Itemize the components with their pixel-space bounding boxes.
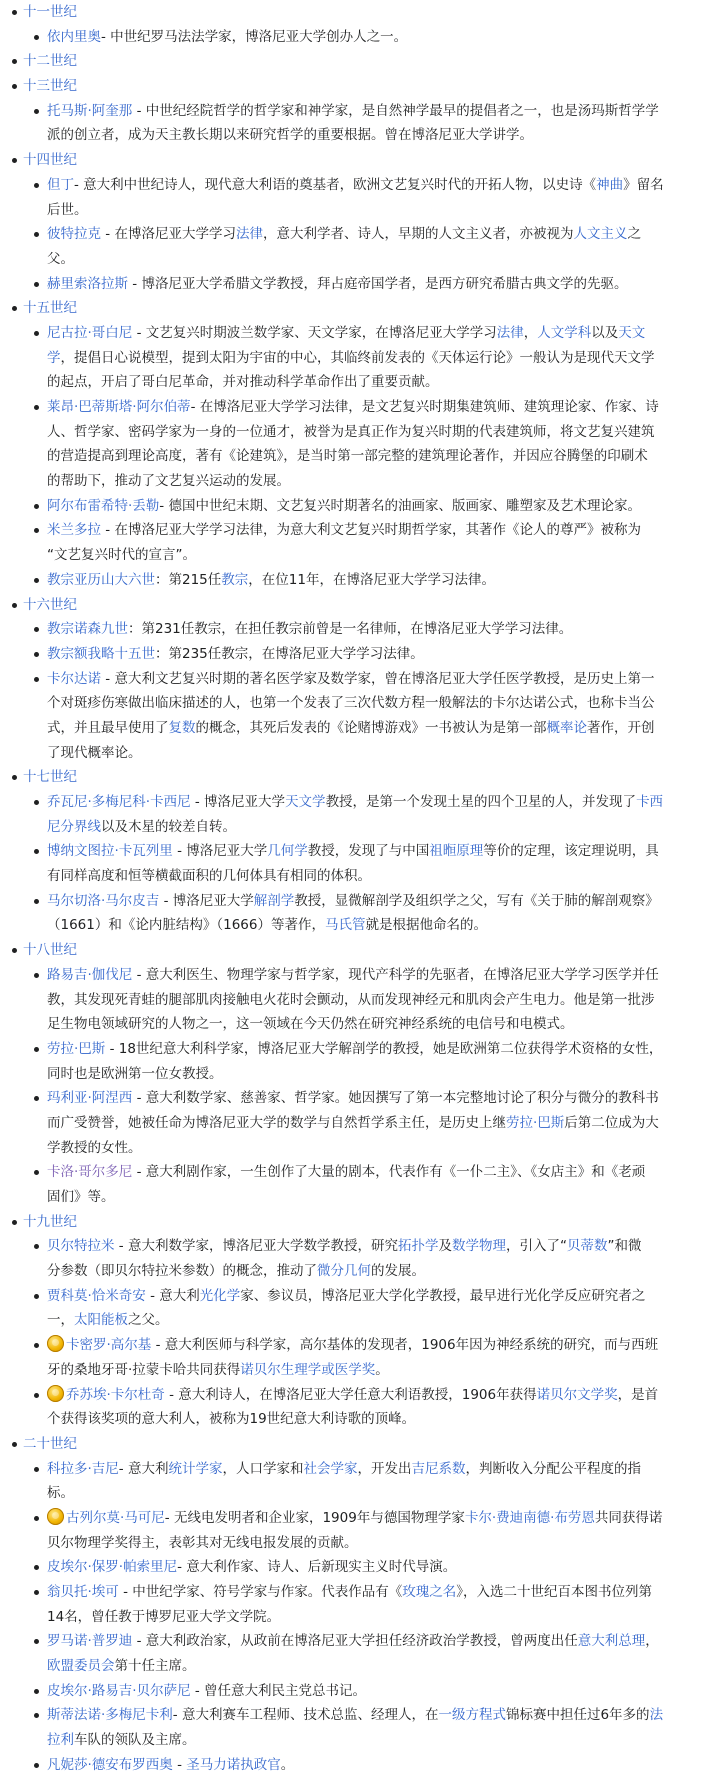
entry-text: 后第二位成为大 [564, 1114, 659, 1131]
entry-line [47, 741, 721, 766]
entry-line [47, 469, 721, 494]
entry-line [47, 1703, 721, 1728]
wiki-link[interactable]: 尼分界线 [47, 818, 101, 835]
list-item [34, 1086, 721, 1160]
entry-text: - 在博洛尼亚大学学习法律，为意大利文艺复兴时期哲学家，其著作《论人的尊严》被称为 [101, 522, 641, 539]
entry-text: 著作，开创 [587, 719, 655, 736]
entry-text: ，是首 [617, 1386, 659, 1403]
wiki-link[interactable]: 贝尔特拉米 [47, 1238, 115, 1255]
entry-line [47, 1062, 721, 1087]
wiki-link[interactable]: 法律 [496, 324, 524, 341]
wiki-link[interactable]: 教宗额我略十五世 [47, 645, 155, 662]
entry-line [47, 568, 721, 593]
list-item [34, 642, 721, 667]
list-item [34, 99, 721, 148]
century-heading-link[interactable]: 十四世纪 [12, 148, 721, 173]
entry-text: - 意大利作家、诗人、后新现实主义时代导演。 [177, 1559, 457, 1576]
century-heading-link[interactable]: 十三世纪 [12, 74, 721, 99]
list-item [34, 1037, 721, 1086]
list-item [34, 222, 721, 271]
list-item [34, 1383, 721, 1432]
wiki-link[interactable]: 学 [47, 349, 61, 366]
wiki-link[interactable]: 概率论 [546, 719, 587, 736]
entry-line [47, 1308, 721, 1333]
entry-text: ，人口学家和 [222, 1460, 304, 1477]
entry-text: - 曾任意大利民主党总书记。 [190, 1682, 367, 1699]
entry-text: - 博洛尼亚大学 [190, 794, 286, 810]
century-section [12, 1432, 721, 1778]
entry-text: ，引入了“ [505, 1238, 567, 1255]
entry-line [47, 518, 721, 543]
wiki-link[interactable]: 劳拉·巴斯 [47, 1040, 106, 1057]
entry-line [47, 1654, 721, 1679]
entry-line [47, 1605, 721, 1630]
wiki-link[interactable]: 诺贝尔文学奖 [536, 1386, 618, 1403]
entry-text: - 博洛尼亚大学 [159, 892, 254, 909]
wiki-link[interactable]: 托马斯·阿奎那 [47, 102, 133, 119]
entry-line [47, 864, 721, 889]
entry-line [47, 1679, 721, 1704]
entry-text: 了现代概率论。 [47, 744, 142, 761]
entry-text: - 中世纪学家、符号学家与作家。代表作品有《 [118, 1584, 403, 1600]
entry-text: 教授，是第一个发现土星的四个卫星的人，并发现了 [325, 794, 637, 810]
wiki-link[interactable]: 卡洛·哥尔多尼 [47, 1164, 133, 1181]
entry-text: - 意大利剧作家，一生创作了大量的剧本，代表作有《一仆二主》、《女店主》和《老顽 [132, 1164, 646, 1181]
list-item [34, 395, 721, 494]
century-section [12, 765, 721, 938]
entry-line [47, 444, 721, 469]
entry-line [47, 1407, 721, 1432]
entry-line [47, 1037, 721, 1062]
nobel-medal-icon [47, 1335, 64, 1352]
entry-text: 个对斑疹伤寒做出临床描述的人，也第一个发表了三次代数方程一般解法的卡尔达诺公式，也称卡当公 [47, 695, 655, 712]
entry-text: 共同获得诺 [594, 1509, 663, 1526]
entry-list [12, 25, 721, 50]
entry-line [47, 815, 721, 840]
entry-text: 就是根据他命名的。 [365, 917, 487, 934]
entry-line [47, 272, 721, 297]
entry-text: 的概念，其死后发表的《论赌博游戏》一书被认为是第一部 [195, 719, 547, 736]
entry-line [47, 913, 721, 938]
entry-line [47, 321, 721, 346]
entry-line [47, 1555, 721, 1580]
entry-text: - 18世纪意大利科学家，博洛尼亚大学解剖学的教授，她是欧洲第二位获得学术资格的女性， [105, 1040, 663, 1057]
entry-text: 有同样高度和恒等横截面积的几何体具有相同的体积。 [47, 868, 371, 885]
entry-line [47, 494, 721, 519]
wiki-link[interactable]: 神曲 [596, 176, 624, 193]
wiki-link[interactable]: 复数 [168, 719, 196, 736]
entry-text: 固们》等。 [47, 1189, 115, 1205]
wiki-link[interactable]: 解剖学 [253, 892, 295, 909]
entry-text: ，开发出 [357, 1460, 412, 1477]
entry-line [47, 247, 721, 272]
wiki-link[interactable]: 吉尼系数 [411, 1460, 466, 1477]
list-item [34, 173, 721, 222]
entry-text: 学教授的女性。 [47, 1139, 142, 1156]
entry-list [12, 790, 721, 938]
wiki-link[interactable]: 玫瑰之名 [402, 1584, 457, 1600]
entry-line [47, 1136, 721, 1161]
wiki-link[interactable]: 社会学家 [303, 1460, 358, 1477]
entry-text: - 在博洛尼亚大学学习法律，是文艺复兴时期集建筑师、建筑理论家、作家、诗 [190, 399, 659, 415]
entry-text: 个获得该奖项的意大利人，被称为19世纪意大利诗歌的顶峰。 [47, 1411, 416, 1428]
entry-text: 足生物电领域研究的人物之一，这一领域在今天仍然在研究神经系统的电信号和电模式。 [47, 1016, 574, 1033]
wiki-link[interactable]: 米兰多拉 [47, 522, 101, 539]
entry-text: - 博洛尼亚大学 [172, 843, 268, 860]
list-item [34, 1160, 721, 1209]
entry-text: 分参数（即贝尔特拉米参数）的概念，推动了 [47, 1263, 317, 1280]
entry-line [47, 1457, 721, 1482]
wiki-link[interactable]: 阿尔布雷希特·丢勒 [47, 497, 160, 514]
entry-line [47, 1012, 721, 1037]
wiki-link[interactable]: 斯蒂法诺·多梅尼卡利 [47, 1707, 173, 1724]
entry-text: ：第235任教宗，在博洛尼亚大学学习法律。 [155, 645, 424, 662]
entry-text: 及 [438, 1238, 452, 1255]
list-item [34, 839, 721, 888]
wiki-link[interactable]: 一级方程式 [438, 1707, 506, 1724]
century-section [12, 1210, 721, 1432]
list-item [34, 1234, 721, 1283]
entry-text: ， [523, 324, 538, 341]
wiki-link[interactable]: 赫里索洛拉斯 [47, 275, 128, 292]
entry-list [12, 1457, 721, 1778]
century-list [12, 0, 721, 1778]
entry-text: 父。 [47, 250, 74, 267]
entry-line [47, 667, 721, 692]
entry-list [12, 321, 721, 593]
entry-line [47, 963, 721, 988]
wiki-link[interactable]: 数学物理 [451, 1238, 506, 1255]
list-item [34, 667, 721, 766]
entry-text: - 文艺复兴时期波兰数学家、天文学家，在博洛尼亚大学学习 [132, 324, 497, 341]
entry-text: 教授，显微解剖学及组织学之父，写有《关于肺的解剖观察》 [294, 892, 659, 909]
nobel-medal-icon [47, 1385, 64, 1402]
entry-text: 而广受赞誉，她被任命为博洛尼亚大学的数学与自然哲学系主任，是历史上继 [47, 1114, 506, 1131]
entry-text: 牙的桑地牙哥·拉蒙卡哈共同获得 [47, 1361, 241, 1378]
entry-text: 标。 [47, 1485, 74, 1502]
entry-list [12, 173, 721, 296]
entry-text: ”和微 [607, 1238, 642, 1255]
entry-text: - 意大利医生、物理学家与哲学家，现代产科学的先驱者，在博洛尼亚大学学习医学并任 [132, 966, 659, 983]
entry-text: - 意大利 [118, 1460, 169, 1477]
entry-text: 式，并且最早使用了 [47, 719, 169, 736]
wiki-link[interactable]: 教宗亚历山大六世 [47, 571, 155, 588]
wiki-link[interactable]: 微分几何 [317, 1263, 371, 1280]
entry-text: 等价的定理，该定理说明，具 [483, 843, 659, 860]
entry-text: ，在位11年，在博洛尼亚大学学习法律。 [248, 571, 495, 588]
entry-text: 的起点，开启了哥白尼革命，并对推动科学革命作出了重要贡献。 [47, 374, 439, 391]
wiki-link[interactable]: 贾科莫·恰米奇安 [47, 1287, 146, 1304]
wiki-link[interactable]: 玛利亚·阿涅西 [47, 1090, 133, 1107]
entry-text: - 意大利赛车工程师、技术总监、经理人，在 [172, 1707, 439, 1724]
wiki-link[interactable]: 卡尔达诺 [47, 670, 101, 687]
wiki-link[interactable]: 拉利 [47, 1732, 74, 1749]
wiki-link[interactable]: 教宗诺森九世 [47, 621, 128, 638]
entry-text: - 意大利数学家，博洛尼亚大学数学教授，研究 [114, 1238, 398, 1255]
entry-line [47, 1333, 721, 1358]
list-item [34, 963, 721, 1037]
entry-line [47, 1160, 721, 1185]
century-section [12, 74, 721, 148]
wiki-link[interactable]: 博纳文图拉·卡瓦列里 [47, 843, 173, 860]
entry-line [47, 1629, 721, 1654]
wiki-link[interactable]: 莱昂·巴蒂斯塔·阿尔伯蒂 [47, 399, 191, 415]
wiki-link[interactable]: 法 [649, 1707, 664, 1724]
wiki-link[interactable]: 依内里奥 [47, 28, 101, 45]
entry-line [47, 1481, 721, 1506]
list-item [34, 1555, 721, 1580]
entry-text: - 意大利中世纪诗人，现代意大利语的奠基者，欧洲文艺复兴时代的开拓人物，以史诗《 [74, 176, 597, 193]
list-item [34, 494, 721, 519]
entry-list [12, 963, 721, 1210]
entry-line [47, 790, 721, 815]
entry-text: - 德国中世纪末期、文艺复兴时期著名的油画家、版画家、雕塑家及艺术理论家。 [159, 497, 641, 514]
entry-line [47, 173, 721, 198]
entry-text: ，提倡日心说模型，提到太阳为宇宙的中心，其临终前发表的《天体运行论》一般认为是现代天文学 [60, 349, 655, 366]
wiki-link[interactable]: 马尔切洛·马尔皮吉 [47, 892, 160, 909]
list-item [34, 790, 721, 839]
list-item [34, 617, 721, 642]
entry-text: ，判断收入分配公平程度的指 [465, 1460, 641, 1477]
entry-line [47, 395, 721, 420]
wiki-link[interactable]: 卡西 [636, 794, 664, 810]
entry-text: 人、哲学家、密码学家为一身的一位通才，被誉为是真正作为复兴时期的代表建筑师，将文艺复兴建筑 [47, 423, 655, 440]
entry-text: ， [645, 1633, 659, 1650]
entry-line [47, 1753, 721, 1778]
wiki-link[interactable]: 教宗 [221, 571, 249, 588]
wiki-link[interactable]: 诺贝尔生理学或医学奖 [240, 1361, 376, 1378]
entry-line [47, 123, 721, 148]
entry-text: ，意大利学者、诗人，早期的人文主义者，亦被视为 [262, 226, 574, 243]
entry-text: ：第231任教宗，在担任教宗前曾是一名律师，在博洛尼亚大学学习法律。 [128, 621, 573, 638]
entry-line [47, 1728, 721, 1753]
wiki-link[interactable]: 皮埃尔·保罗·帕索里尼 [47, 1559, 178, 1576]
century-section [12, 593, 721, 766]
entry-text: 贝尔物理学奖得主，表彰其对无线电报发展的贡献。 [47, 1534, 358, 1551]
nobel-medal-icon [47, 1508, 64, 1525]
entry-text: 》，入选二十世纪百本图书位列第 [456, 1584, 653, 1600]
entry-text: “文艺复兴时代的宣言”。 [47, 547, 196, 564]
entry-list [12, 1234, 721, 1432]
wiki-link[interactable]: 天文 [618, 324, 646, 341]
entry-line [47, 1358, 721, 1383]
century-heading-link[interactable]: 二十世纪 [12, 1432, 721, 1457]
wiki-link[interactable]: 乔瓦尼·多梅尼科·卡西尼 [47, 794, 191, 810]
entry-text: 车队的领队及主席。 [74, 1732, 196, 1749]
century-heading-link[interactable]: 十六世纪 [12, 593, 721, 618]
entry-text: ：第215任 [155, 571, 222, 588]
entry-text: - 博洛尼亚大学希腊文学教授，拜占庭帝国学者，是西方研究希腊古典文学的先驱。 [128, 275, 628, 292]
wiki-link[interactable]: 翁贝托·埃可 [47, 1584, 119, 1600]
entry-line [47, 988, 721, 1013]
century-heading-link[interactable]: 十八世纪 [12, 938, 721, 963]
entry-line [47, 99, 721, 124]
century-heading-link[interactable]: 十一世纪 [12, 0, 721, 25]
list-item [34, 1629, 721, 1678]
wiki-link[interactable]: 卡尔·费迪南德·布劳恩 [464, 1509, 595, 1526]
entry-text: （1661）和《论内脏结构》（1666）等著作， [47, 917, 325, 934]
list-item [34, 1333, 721, 1382]
entry-text: 之父。 [128, 1312, 169, 1329]
entry-line [47, 1259, 721, 1284]
wiki-link[interactable]: 意大利总理 [577, 1633, 646, 1650]
entry-list [12, 617, 721, 765]
wiki-link[interactable]: 太阳能板 [74, 1312, 128, 1329]
wiki-link[interactable]: 圣马力诺执政官 [186, 1756, 281, 1773]
wiki-link[interactable]: 路易吉·伽伐尼 [47, 966, 133, 983]
entry-line [47, 716, 721, 741]
wiki-link[interactable]: 拓扑学 [397, 1238, 439, 1255]
entry-text: 。 [280, 1756, 295, 1773]
entry-line [47, 889, 721, 914]
century-heading-link[interactable]: 十五世纪 [12, 296, 721, 321]
wiki-link[interactable]: 罗马诺·普罗迪 [47, 1633, 133, 1650]
list-item [34, 1703, 721, 1752]
century-section [12, 296, 721, 592]
entry-text: 后世。 [47, 201, 88, 218]
list-item [34, 1457, 721, 1506]
entry-line [47, 1284, 721, 1309]
list-item [34, 272, 721, 297]
list-item [34, 321, 721, 395]
entry-text: 14名，曾任教于博罗尼亚大学文学院。 [47, 1608, 281, 1625]
entry-line [47, 198, 721, 223]
entry-text: - 意大利数学家、慈善家、哲学家。她因撰写了第一本完整地讨论了积分与微分的教科书 [132, 1090, 659, 1107]
century-heading-link[interactable]: 十九世纪 [12, 1210, 721, 1235]
entry-text: 一， [47, 1312, 74, 1329]
entry-text: - 无线电发明者和企业家，1909年与德国物理学家 [164, 1509, 465, 1526]
wiki-link[interactable]: 科拉多·吉尼 [47, 1460, 119, 1477]
wiki-link[interactable]: 皮埃尔·路易吉·贝尔萨尼 [47, 1682, 191, 1699]
wiki-link[interactable]: 统计学家 [168, 1460, 223, 1477]
wiki-link[interactable]: 彼特拉克 [47, 226, 101, 243]
entry-text: - 意大利政治家，从政前在博洛尼亚大学担任经济政治学教授，曾两度出任 [132, 1633, 578, 1650]
wiki-link[interactable]: 古列尔莫·马可尼 [66, 1509, 165, 1526]
entry-line [47, 543, 721, 568]
list-item [34, 1679, 721, 1704]
entry-line [47, 691, 721, 716]
list-item [34, 518, 721, 567]
entry-line [47, 1234, 721, 1259]
wiki-link[interactable]: 贝蒂数 [566, 1238, 608, 1255]
entry-text: 锦标赛中担任过6年多的 [505, 1707, 650, 1724]
entry-line [47, 25, 721, 50]
list-item [34, 1753, 721, 1778]
entry-line [47, 222, 721, 247]
wiki-link[interactable]: 欧盟委员会 [47, 1658, 115, 1675]
wiki-link[interactable]: 法律 [235, 226, 263, 243]
entry-text: 第十任主席。 [114, 1658, 196, 1675]
century-section [12, 49, 721, 74]
entry-text: 的帮助下，推动了文艺复兴运动的发展。 [47, 473, 290, 490]
entry-text: - 意大利诗人，在博洛尼亚大学任意大利语教授，1906年获得 [164, 1386, 537, 1403]
entry-text: - 中世纪罗马法法学家，博洛尼亚大学创办人之一。 [101, 28, 408, 45]
wiki-link[interactable]: 乔苏埃·卡尔杜奇 [66, 1386, 165, 1403]
wiki-link[interactable]: 祖暅原理 [429, 843, 484, 860]
list-item [34, 568, 721, 593]
entry-text: 。 [375, 1361, 389, 1378]
list-item [34, 25, 721, 50]
list-item [34, 1506, 721, 1555]
entry-line [47, 1506, 721, 1531]
list-item [34, 889, 721, 938]
wiki-link[interactable]: 天文学 [285, 794, 326, 810]
entry-text: 的发展。 [371, 1263, 425, 1280]
entry-line [47, 1531, 721, 1556]
list-item [34, 1284, 721, 1333]
entry-line [47, 1185, 721, 1210]
entry-line [47, 839, 721, 864]
wiki-link[interactable]: 劳拉·巴斯 [506, 1114, 565, 1131]
wiki-link[interactable]: 凡妮莎·德安布罗西奥 [47, 1756, 173, 1773]
entry-text: 》留名 [623, 176, 664, 193]
entry-text: 家、参议员，博洛尼亚大学化学教授，最早进行光化学反应研究者之 [240, 1287, 646, 1304]
wiki-link[interactable]: 但丁 [47, 176, 74, 193]
entry-text: 之 [627, 226, 641, 243]
entry-text: 的营造提高到理论高度，著有《论建筑》，是当时第一部完整的建筑理论著作，并因应谷腾堡的印刷术 [47, 448, 648, 465]
wiki-link[interactable]: 尼古拉·哥白尼 [47, 324, 133, 341]
entry-line [47, 1111, 721, 1136]
entry-line [47, 1580, 721, 1605]
entry-text: - 意大利医师与科学家，高尔基体的发现者，1906年因为神经系统的研究，而与西班 [151, 1337, 659, 1354]
entry-line [47, 420, 721, 445]
entry-text: - [172, 1756, 187, 1773]
entry-text: 以及木星的较差自转。 [101, 818, 236, 835]
wiki-link[interactable]: 光化学 [199, 1287, 241, 1304]
century-heading-link[interactable]: 十二世纪 [12, 49, 721, 74]
century-section [12, 0, 721, 49]
entry-text: 以及 [591, 324, 619, 341]
entry-line [47, 370, 721, 395]
entry-list [12, 99, 721, 148]
entry-line [47, 617, 721, 642]
entry-line [47, 642, 721, 667]
wiki-link[interactable]: 马氏管 [324, 917, 366, 934]
entry-line [47, 1383, 721, 1408]
century-section [12, 148, 721, 296]
entry-text: 同时也是欧洲第一位女教授。 [47, 1065, 223, 1082]
entry-text: 教授，发现了与中国 [307, 843, 430, 860]
entry-text: - 意大利文艺复兴时期的著名医学家及数学家，曾在博洛尼亚大学任医学教授，是历史上第一 [101, 670, 655, 687]
century-section [12, 938, 721, 1210]
entry-text: 教，其发现死青蛙的腿部肌肉接触电火花时会颤动，从而发现神经元和肌肉会产生电力。他是第一批涉 [47, 991, 655, 1008]
entry-text: - 意大利 [145, 1287, 200, 1304]
entry-text: 派的创立者，成为天主教长期以来研究哲学的重要根据。曾在博洛尼亚大学讲学。 [47, 127, 533, 144]
wiki-link[interactable]: 人文学科 [537, 324, 592, 341]
list-item [34, 1580, 721, 1629]
wiki-link[interactable]: 人文主义 [573, 226, 628, 243]
entry-line [47, 346, 721, 371]
wiki-link[interactable]: 卡密罗·高尔基 [66, 1337, 152, 1354]
entry-text: - 在博洛尼亚大学学习 [101, 226, 236, 243]
entry-line [47, 1086, 721, 1111]
century-heading-link[interactable]: 十七世纪 [12, 765, 721, 790]
wiki-link[interactable]: 几何学 [267, 843, 308, 860]
entry-text: - 中世纪经院哲学的哲学家和神学家，是自然神学最早的提倡者之一，也是汤玛斯哲学学 [132, 102, 659, 119]
